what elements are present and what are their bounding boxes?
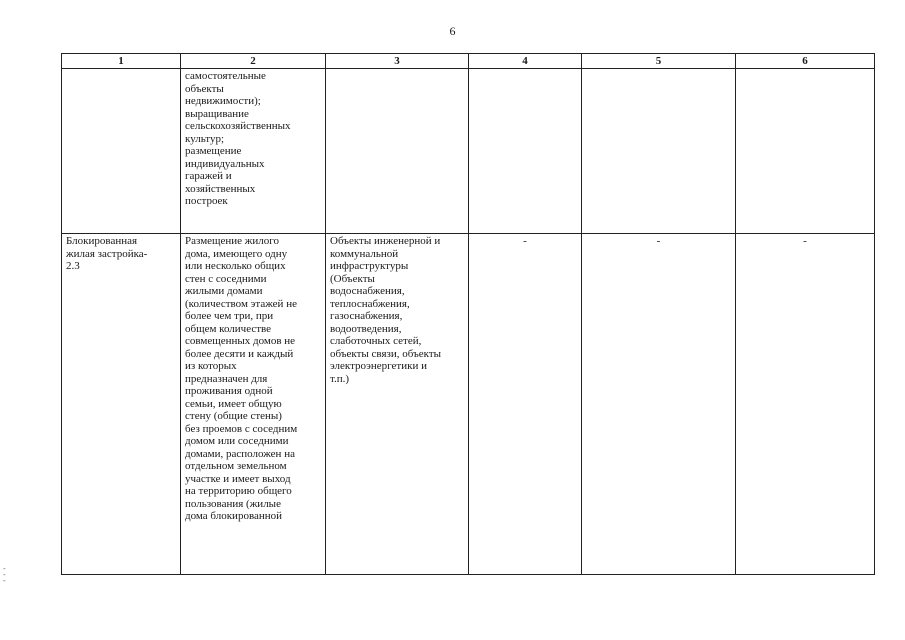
row1-cell-2: самостоятельные объекты недвижимости); выращивание сельскохозяйственных культур; размещение индивидуальных гаражей и хозяйственных пострoек bbox=[181, 69, 326, 234]
table-row bbox=[62, 234, 875, 575]
page-number: 6 bbox=[449, 24, 456, 38]
row2-cell-1: Блокированная жилая застройка- 2.3 bbox=[62, 234, 181, 575]
header-col-6: 6 bbox=[736, 54, 875, 69]
table-header-row bbox=[62, 54, 875, 69]
header-col-2: 2 bbox=[181, 54, 326, 69]
row2-cell-5: - bbox=[582, 234, 736, 575]
row2-cell-4: - bbox=[469, 234, 582, 575]
row1-cell-6 bbox=[736, 69, 875, 234]
row1-cell-4 bbox=[469, 69, 582, 234]
row1-cell-3 bbox=[326, 69, 469, 234]
row1-cell-5 bbox=[582, 69, 736, 234]
scan-margin-marks: - - - bbox=[3, 564, 6, 585]
row2-cell-3: Объекты инженерной и коммунальной инфраструктуры (Объекты водоснабжения, теплоснабжения, газоснабжения, водоотведения, слаботочных сетей, объекты связи, объекты электроэнергетики и т.п.) bbox=[326, 234, 469, 575]
row1-cell-1 bbox=[62, 69, 181, 234]
header-col-1: 1 bbox=[62, 54, 181, 69]
header-col-4: 4 bbox=[469, 54, 582, 69]
row2-cell-2: Размещение жилого дома, имеющего одну или несколько общих стен с соседними жилыми домами (количеством этажей не более чем три, при общем количестве совмещенных домов не более десяти и каждый из которых предназначен для проживания одной семьи, имеет общую стену (общие стены) без проемов с соседним домом или соседними домами, расположен на отдельном земельном участке и имеет выход на территорию общего пользования (жилые дома блокированной bbox=[181, 234, 326, 575]
row2-cell-6: - bbox=[736, 234, 875, 575]
header-col-3: 3 bbox=[326, 54, 469, 69]
header-col-5: 5 bbox=[582, 54, 736, 69]
land-use-table bbox=[61, 53, 875, 575]
table-row bbox=[62, 69, 875, 234]
